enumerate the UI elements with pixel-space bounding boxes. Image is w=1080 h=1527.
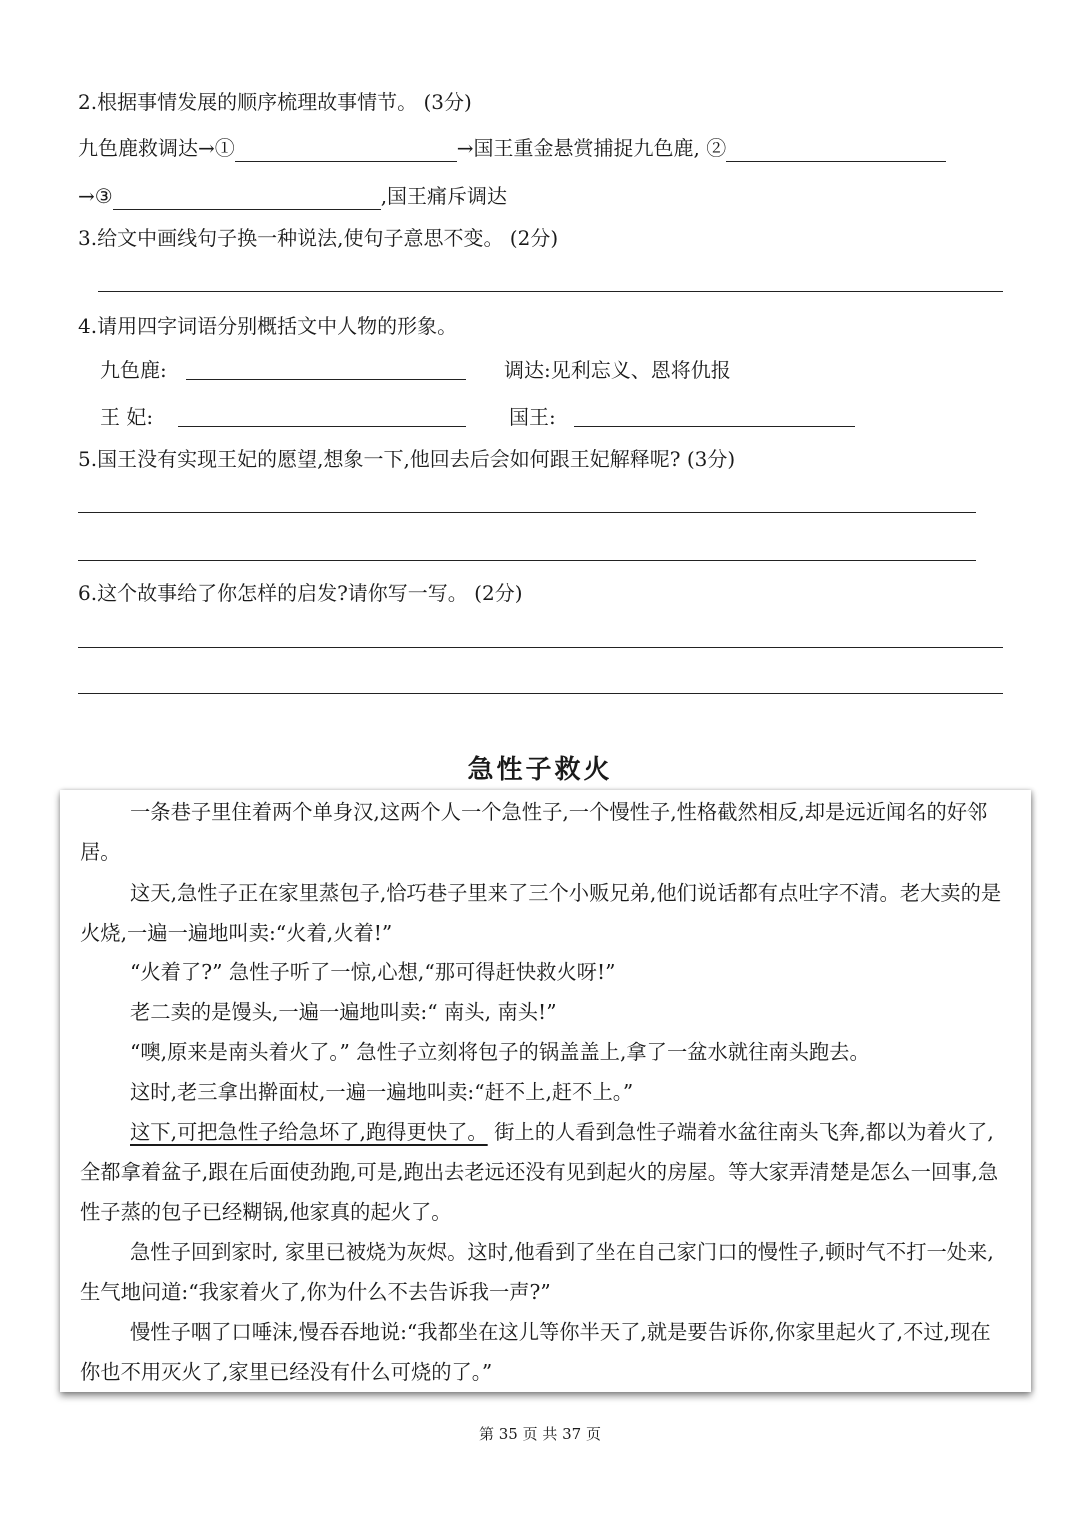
q2-answer-blank-3[interactable] <box>113 187 381 210</box>
q4-tiaoda-answer: 见利忘义、恩将仇报 <box>550 358 731 382</box>
story-paragraph-3: “火着了?” 急性子听了一惊,心想,“那可得赶快救火呀!” <box>130 960 616 984</box>
q5-answer-line-1[interactable] <box>78 512 976 513</box>
page-number: 第 35 页 共 37 页 <box>478 1425 601 1443</box>
q2-flow-mid: →国王重金悬赏捕捉九色鹿, <box>456 136 700 160</box>
q4-deer-label: 九色鹿: <box>100 358 167 382</box>
q4-consort-label: 王 妃: <box>100 405 154 429</box>
q4-king-answer-line[interactable] <box>574 426 855 427</box>
q2-flow-line2 <box>78 182 507 210</box>
q3-answer-line[interactable] <box>98 291 1003 292</box>
story-paragraph-4: 老二卖的是馒头,一遍一遍地叫卖:“ 南头, 南头!” <box>130 1000 557 1024</box>
story-paragraph-1: 一条巷子里住着两个单身汉,这两个人一个急性子,一个慢性子,性格截然相反,却是远近闻名的好邻居。 <box>80 800 988 864</box>
story-paragraph-9: 慢性子咽了口唾沫,慢吞吞地说:“我都坐在这儿等你半天了,就是要告诉你,你家里起火了,不过,现在你也不用灭火了,家里已经没有什么可烧的了。” <box>80 1320 991 1384</box>
q2-mark-1: ① <box>214 136 235 160</box>
q2-flow-end: ,国王痛斥调达 <box>380 184 508 208</box>
q4-consort-answer-line[interactable] <box>178 426 466 427</box>
q3-prompt: 3.给文中画线句子换一种说法,使句子意思不变。 (2分) <box>78 226 559 250</box>
story-title: 急性子救火 <box>467 755 613 785</box>
q2-answer-blank-1[interactable] <box>235 139 457 162</box>
story-paragraph-7-rest: 街上的人看到急性子端着水盆往南头飞奔,都以为着火了,全都拿着盆子,跟在后面使劲跑,可是,跑出去老远还没有见到起火的房屋。等大家弄清楚是怎么一回事,急性子蒸的包子已经糊锅,他家真的起火了。 <box>80 1120 999 1224</box>
q2-flow-start: 九色鹿救调达→ <box>78 136 215 160</box>
q2-flow-line1 <box>78 134 946 162</box>
q2-arrow-3: →③ <box>78 184 113 208</box>
q4-tiaoda <box>504 356 731 384</box>
q5-prompt: 5.国王没有实现王妃的愿望,想象一下,他回去后会如何跟王妃解释呢? (3分) <box>78 447 736 471</box>
story-paragraph-8: 急性子回到家时, 家里已被烧为灰烬。这时,他看到了坐在自己家门口的慢性子,顿时气不打一处来,生气地问道:“我家着火了,你为什么不去告诉我一声?” <box>80 1240 994 1304</box>
q6-prompt: 6.这个故事给了你怎样的启发?请你写一写。 (2分) <box>78 581 523 605</box>
q6-answer-line-1[interactable] <box>78 647 1003 648</box>
underlined-sentence: 这下,可把急性子给急坏了,跑得更快了。 <box>130 1120 488 1144</box>
q4-tiaoda-label: 调达: <box>504 358 551 382</box>
q4-prompt: 4.请用四字词语分别概括文中人物的形象。 <box>78 314 458 338</box>
q5-answer-line-2[interactable] <box>78 560 976 561</box>
story-paragraph-5: “噢,原来是南头着火了。” 急性子立刻将包子的锅盖盖上,拿了一盆水就往南头跑去。 <box>130 1040 870 1064</box>
q4-king-label: 国王: <box>509 405 556 429</box>
q6-answer-line-2[interactable] <box>78 693 1003 694</box>
q2-mark-2: ② <box>706 136 727 160</box>
q4-deer-answer-line[interactable] <box>186 379 466 380</box>
story-paragraph-7 <box>80 1112 1005 1232</box>
q2-answer-blank-2[interactable] <box>726 139 946 162</box>
story-paragraph-6: 这时,老三拿出擀面杖,一遍一遍地叫卖:“赶不上,赶不上。” <box>130 1080 634 1104</box>
q2-prompt: 2.根据事情发展的顺序梳理故事情节。 (3分) <box>78 90 472 114</box>
story-paragraph-2: 这天,急性子正在家里蒸包子,恰巧巷子里来了三个小贩兄弟,他们说话都有点吐字不清。老大卖的是火烧,一遍一遍地叫卖:“火着,火着!” <box>80 881 1002 945</box>
